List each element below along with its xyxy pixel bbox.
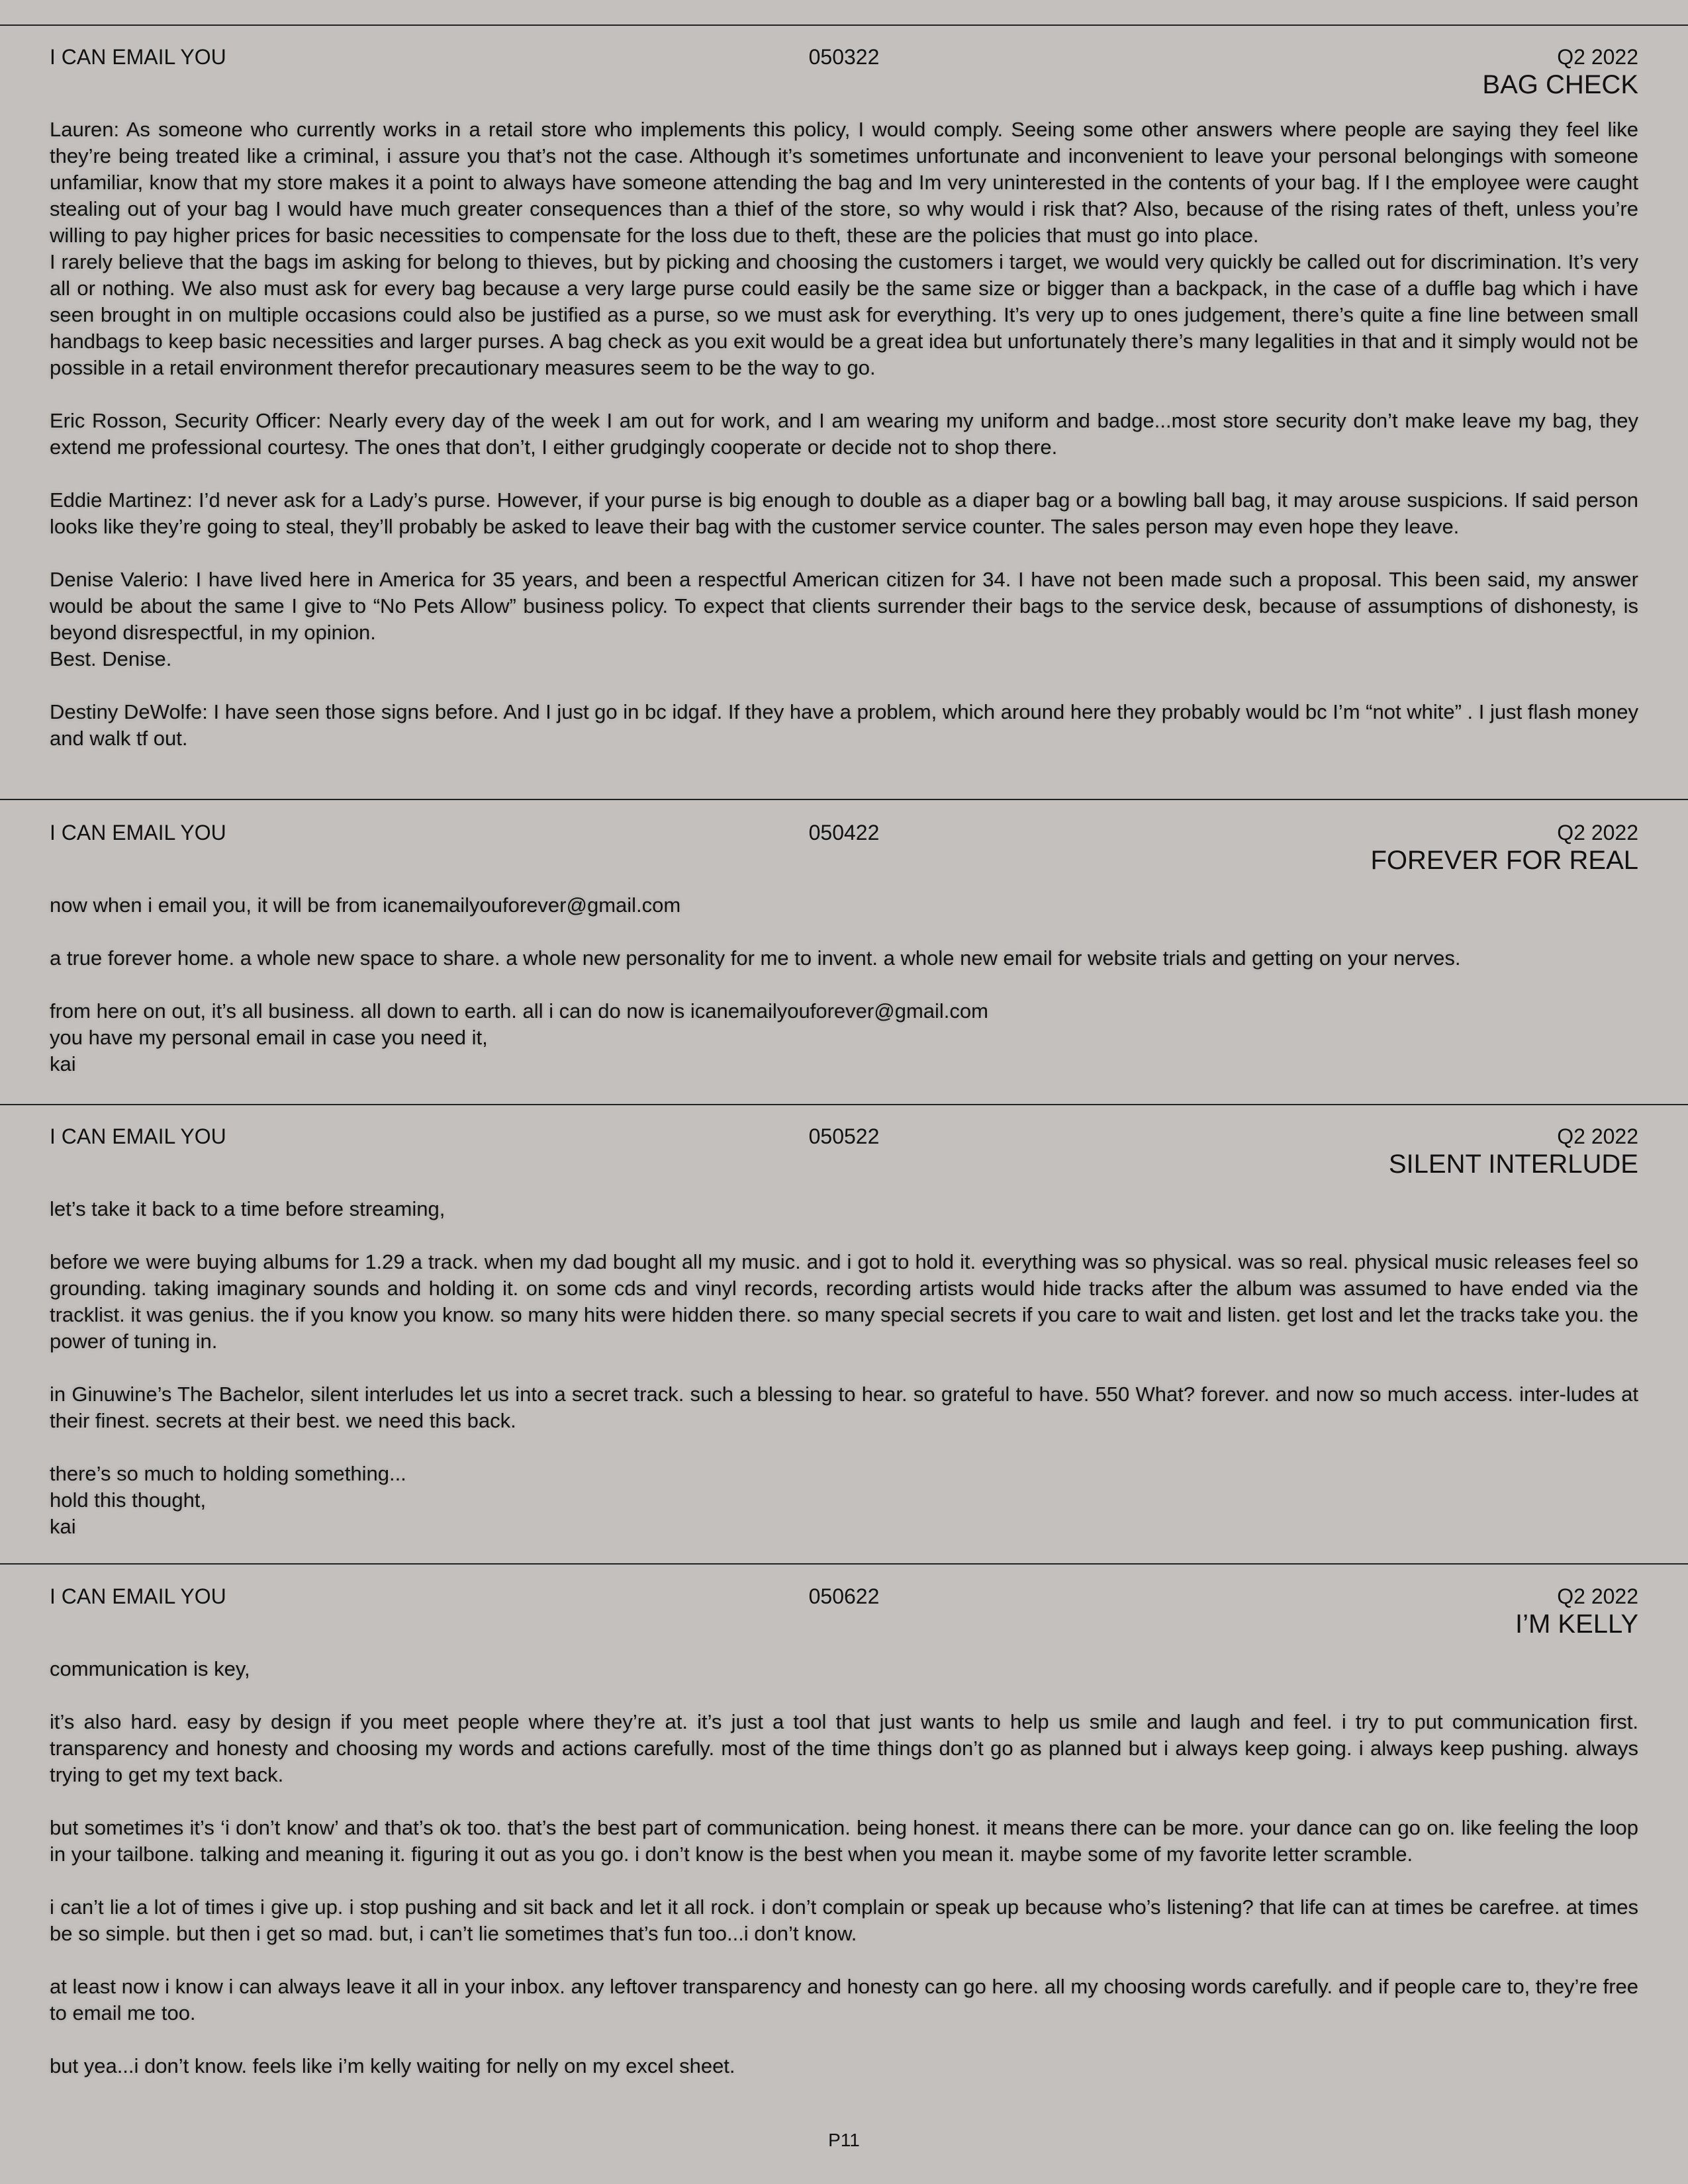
- text-line: a true forever home. a whole new space to share. a whole new personality for me to invent. a whole new email for website trials and getting on your nerves.: [50, 946, 1461, 970]
- paragraph: [50, 1196, 1638, 1222]
- series-label: I CAN EMAIL YOU: [50, 821, 226, 844]
- divider: [0, 1104, 1688, 1105]
- quarter-label: Q2 2022: [1557, 1584, 1638, 1608]
- date-code: 050422: [808, 821, 880, 844]
- entry-title: I’M KELLY: [1515, 1610, 1638, 1639]
- quarter-label: Q2 2022: [1557, 821, 1638, 844]
- paragraph: [50, 1894, 1638, 1947]
- paragraph: [50, 116, 1638, 381]
- entry-body: [50, 1656, 1638, 2079]
- date-code: 050322: [808, 45, 880, 69]
- text-line: it’s also hard. easy by design if you meet people where they’re at. it’s just a tool that just wants to help us smile and laugh and feel. i try to put communication first. transparency and honesty and choosing my words and actions carefully. most of the time things don’t go as planned but i always keep going. i always keep pushing. always trying to get my text back.: [50, 1710, 1638, 1786]
- text-line: kai: [50, 1052, 76, 1075]
- text-line: Denise Valerio: I have lived here in America for 35 years, and been a respectful American citizen for 34. I have not been made such a proposal. This been said, my answer would be about the same I give to “No Pets Allow” business policy. To expect that clients surrender their bags to the service desk, because of assumptions of dishonesty, is beyond disrespectful, in my opinion.: [50, 568, 1638, 644]
- paragraph: [50, 1974, 1638, 2026]
- paragraph: [50, 1656, 1638, 1682]
- text-line: kai: [50, 1515, 76, 1538]
- email-entry: [50, 44, 1638, 752]
- date-code: 050522: [808, 1124, 880, 1148]
- paragraph: [50, 892, 1638, 919]
- paragraph: [50, 408, 1638, 461]
- divider: [0, 1563, 1688, 1565]
- paragraph: [50, 945, 1638, 972]
- entry-body: [50, 116, 1638, 752]
- series-label: I CAN EMAIL YOU: [50, 1124, 226, 1148]
- text-line: Best. Denise.: [50, 647, 172, 670]
- text-line: Destiny DeWolfe: I have seen those signs before. And I just go in bc idgaf. If they have a problem, which around here they probably would bc I’m “not white” . I just flash money and walk tf out.: [50, 700, 1638, 750]
- text-line: you have my personal email in case you need it,: [50, 1026, 488, 1049]
- entry-body: [50, 892, 1638, 1077]
- text-line: Eddie Martinez: I’d never ask for a Lady’s purse. However, if your purse is big enough to double as a diaper bag or a bowling ball bag, it may arouse suspicions. If said person looks like they’re going to steal, they’ll probably be asked to leave their bag with the customer service counter. The sales person may even hope they leave.: [50, 488, 1638, 538]
- paragraph: [50, 998, 1638, 1077]
- entry-header: [50, 1583, 1638, 1610]
- paragraph: [50, 1815, 1638, 1868]
- email-entry: [50, 1583, 1638, 2079]
- text-line: communication is key,: [50, 1657, 250, 1680]
- text-line: I rarely believe that the bags im asking for belong to thieves, but by picking and choosing the customers i target, we would very quickly be called out for discrimination. It’s very all or nothing. We also must ask for every bag because a very large purse could easily be the same size or bigger than a backpack, in the case of a duffle bag which i have seen brought in on multiple occasions could also be justified as a purse, so we must ask for everything. It’s very up to ones judgement, there’s quite a fine line between small handbags to keep basic necessities and larger purses. A bag check as you exit would be a great idea but unfortunately there’s many legalities in that and it simply would not be possible in a retail environment therefor precautionary measures seem to be the way to go.: [50, 250, 1638, 379]
- date-code: 050622: [808, 1584, 880, 1608]
- email-entry: [50, 819, 1638, 1077]
- text-line: but yea...i don’t know. feels like i’m kelly waiting for nelly on my excel sheet.: [50, 2054, 735, 2077]
- text-line: before we were buying albums for 1.29 a track. when my dad bought all my music. and i got to hold it. everything was so physical. was so real. physical music releases feel so grounding. taking imaginary sounds and holding it. on some cds and vinyl records, recording artists would hide tracks after the album was assumed to have ended via the tracklist. it was genius. the if you know you know. so many hits were hidden there. so many special secrets if you care to wait and listen. get lost and let the tracks take you. the power of tuning in.: [50, 1250, 1638, 1353]
- text-line: from here on out, it’s all business. all down to earth. all i can do now is icanemailyouforever@gmail.com: [50, 999, 988, 1023]
- page-number: P11: [828, 2130, 860, 2150]
- entry-header: [50, 819, 1638, 846]
- divider: [0, 799, 1688, 800]
- text-line: Lauren: As someone who currently works in a retail store who implements this policy, I would comply. Seeing some other answers where people are saying they feel like they’re being treated like a criminal, i assure you that’s not the case. Although it’s sometimes unfortunate and inconvenient to leave your personal belongings with someone unfamiliar, know that my store makes it a point to always have someone attending the bag and Im very uninterested in the contents of your bag. If I the employee were caught stealing out of your bag I would have much greater consequences than a thief of the store, so why would i risk that? Also, because of the rising rates of theft, unless you’re willing to pay higher prices for basic necessities to compensate for the loss due to theft, these are the policies that must go into place.: [50, 118, 1638, 247]
- paragraph: [50, 1249, 1638, 1355]
- series-label: I CAN EMAIL YOU: [50, 1584, 226, 1608]
- text-line: i can’t lie a lot of times i give up. i stop pushing and sit back and let it all rock. i don’t complain or speak up because who’s listening? that life can at times be carefree. at times be so simple. but then i get so mad. but, i can’t lie sometimes that’s fun too...i don’t know.: [50, 1895, 1638, 1945]
- text-line: in Ginuwine’s The Bachelor, silent interludes let us into a secret track. such a blessing to hear. so grateful to have. 550 What? forever. and now so much access. inter-ludes at their finest. secrets at their best. we need this back.: [50, 1383, 1638, 1432]
- text-line: there’s so much to holding something...: [50, 1462, 406, 1485]
- entry-header: [50, 1123, 1638, 1150]
- entry-body: [50, 1196, 1638, 1540]
- entry-title: SILENT INTERLUDE: [1388, 1150, 1638, 1179]
- text-line: let’s take it back to a time before streaming,: [50, 1197, 445, 1220]
- entry-title: BAG CHECK: [1482, 70, 1638, 99]
- paragraph: [50, 699, 1638, 752]
- quarter-label: Q2 2022: [1557, 45, 1638, 69]
- paragraph: [50, 2053, 1638, 2079]
- entry-header: [50, 44, 1638, 70]
- paragraph: [50, 567, 1638, 672]
- text-line: now when i email you, it will be from icanemailyouforever@gmail.com: [50, 893, 681, 917]
- quarter-label: Q2 2022: [1557, 1124, 1638, 1148]
- series-label: I CAN EMAIL YOU: [50, 45, 226, 69]
- paragraph: [50, 1381, 1638, 1434]
- paragraph: [50, 1461, 1638, 1540]
- text-line: at least now i know i can always leave it all in your inbox. any leftover transparency and honesty can go here. all my choosing words carefully. and if people care to, they’re free to email me too.: [50, 1975, 1638, 2025]
- text-line: but sometimes it’s ‘i don’t know’ and that’s ok too. that’s the best part of communication. being honest. it means there can be more. your dance can go on. like feeling the loop in your tailbone. talking and meaning it. figuring it out as you go. i don’t know is the best when you mean it. maybe some of my favorite letter scramble.: [50, 1816, 1638, 1866]
- text-line: hold this thought,: [50, 1488, 207, 1512]
- divider: [0, 24, 1688, 26]
- paragraph: [50, 1709, 1638, 1788]
- text-line: Eric Rosson, Security Officer: Nearly every day of the week I am out for work, and I am wearing my uniform and badge...most store security don’t make leave my bag, they extend me professional courtesy. The ones that don’t, I either grudgingly cooperate or decide not to shop there.: [50, 409, 1638, 459]
- paragraph: [50, 487, 1638, 540]
- entry-title: FOREVER FOR REAL: [1370, 846, 1638, 875]
- email-entry: [50, 1123, 1638, 1540]
